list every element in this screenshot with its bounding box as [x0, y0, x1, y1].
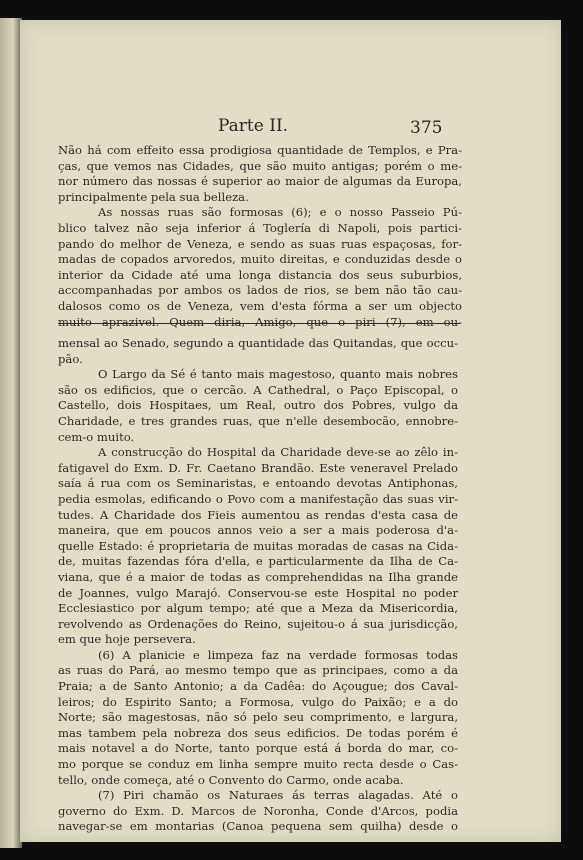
note-line: revolvendo as Ordenações do Reino, sujeitou-o á sua jurisdicção,: [58, 616, 458, 631]
note-line: as ruas do Pará, ao mesmo tempo que as principaes, como a da: [58, 663, 458, 678]
note-line: governo do Exm. D. Marcos de Noronha, Conde d'Arcos, podia: [58, 803, 458, 818]
text-line: accompanhadas por ambos os lados de rios, se bem não tão cau-: [58, 283, 462, 298]
note-line: cem-o muito.: [58, 429, 135, 444]
note-line: tello, onde começa, até o Convento do Carmo, onde acaba.: [58, 772, 404, 787]
note-line: Praia; a de Santo Antonio; a da Cadêa: do Açougue; dos Caval-: [58, 679, 458, 694]
footnotes: [58, 336, 458, 835]
note-line: em que hoje persevera.: [58, 632, 196, 647]
note-line: Charidade, e tres grandes ruas, que n'elle desembocão, ennobre-: [58, 413, 458, 428]
running-head: Parte II.: [218, 116, 289, 136]
note-line: saía á rua com os Seminaristas, e entoando devotas Antiphonas,: [58, 476, 458, 491]
text-line: principalmente pela sua belleza.: [58, 189, 249, 204]
text-line: madas de copados arvoredos, muito direitas, e conduzidas desde o: [58, 252, 462, 267]
note-line: navegar-se em montarias (Canoa pequena sem quilha) desde o: [58, 819, 458, 834]
text-line: As nossas ruas são formosas (6); e o nosso Passeio Pú-: [98, 205, 462, 220]
text-line: pando do melhor de Veneza, e sendo as suas ruas espaçosas, for-: [58, 236, 462, 251]
text-line: dalosos como os de Veneza, vem d'esta fórma a ser um objecto: [58, 298, 462, 313]
footnote-separator: [58, 323, 460, 324]
note-line: de Joannes, vulgo Marajó. Conservou-se este Hospital no poder: [58, 585, 458, 600]
page-number: 375: [410, 118, 443, 138]
text-line: ças, que vemos nas Cidades, que são muito antigas; porém o me-: [58, 158, 462, 173]
text-line: interior da Cidade até uma longa distancia dos seus suburbios,: [58, 267, 462, 282]
book-spine-edge: [0, 18, 22, 848]
note-line: são os edificios, que o cercão. A Cathedral, o Paço Episcopal, o: [58, 382, 458, 397]
text-line: Não há com effeito essa prodigiosa quantidade de Templos, e Pra-: [58, 143, 462, 157]
note-line: mensal ao Senado, segundo a quantidade das Quitandas, que occu-: [58, 336, 458, 350]
note-line: de, muitas fazendas fóra d'ella, e particularmente da Ilha de Ca-: [58, 554, 458, 569]
note-line: pedia esmolas, edificando o Povo com a manifestação das suas vir-: [58, 491, 458, 506]
note-line: O Largo da Sé é tanto mais magestoso, quanto mais nobres: [98, 367, 458, 382]
note-line: maneira, que em poucos annos veio a ser a mais poderosa d'a-: [58, 523, 458, 538]
text-line: blico talvez não seja inferior á Toglería di Napoli, pois partici-: [58, 220, 462, 235]
note-line: mo porque se conduz em linha sempre muito recta desde o Cas-: [58, 757, 458, 772]
note-line: fatigavel do Exm. D. Fr. Caetano Brandão. Este veneravel Prelado: [58, 460, 458, 475]
main-text: [58, 143, 462, 330]
note-line: leiros; do Espirito Santo; a Formosa, vulgo do Paixão; e a do: [58, 694, 458, 709]
note-line: Castello, dois Hospitaes, um Real, outro dos Pobres, vulgo da: [58, 398, 458, 413]
note-line: mas tambem pela nobreza dos seus edificios. De todas porém é: [58, 725, 458, 740]
page-header: [20, 116, 561, 140]
note-line: viana, que é a maior de todas as comprehendidas na Ilha grande: [58, 569, 458, 584]
note-line: quelle Estado: é proprietaria de muitas moradas de casas na Cida-: [58, 538, 458, 553]
note-line: Ecclesiastico por algum tempo; até que a Meza da Misericordia,: [58, 601, 458, 616]
note-line: pão.: [58, 351, 83, 366]
note-line: (7) Piri chamão os Naturaes ás terras alagadas. Até o: [98, 788, 458, 803]
note-line: mais notavel a do Norte, tanto porque está á borda do mar, co-: [58, 741, 458, 756]
note-line: A construcção do Hospital da Charidade deve-se ao zêlo in-: [98, 445, 458, 460]
text-line: nor número das nossas é superior ao maior de algumas da Europa,: [58, 174, 462, 189]
note-line: (6) A planicie e limpeza faz na verdade formosas todas: [98, 647, 458, 662]
note-line: tudes. A Charidade dos Fieis aumentou as rendas d'esta casa de: [58, 507, 458, 522]
note-line: Norte; são magestosas, não só pelo seu comprimento, e largura,: [58, 710, 458, 725]
book-page: [20, 20, 561, 842]
text-line: muito aprazivel. Quem diria, Amigo, que o piri (7), em ou-: [58, 314, 462, 329]
